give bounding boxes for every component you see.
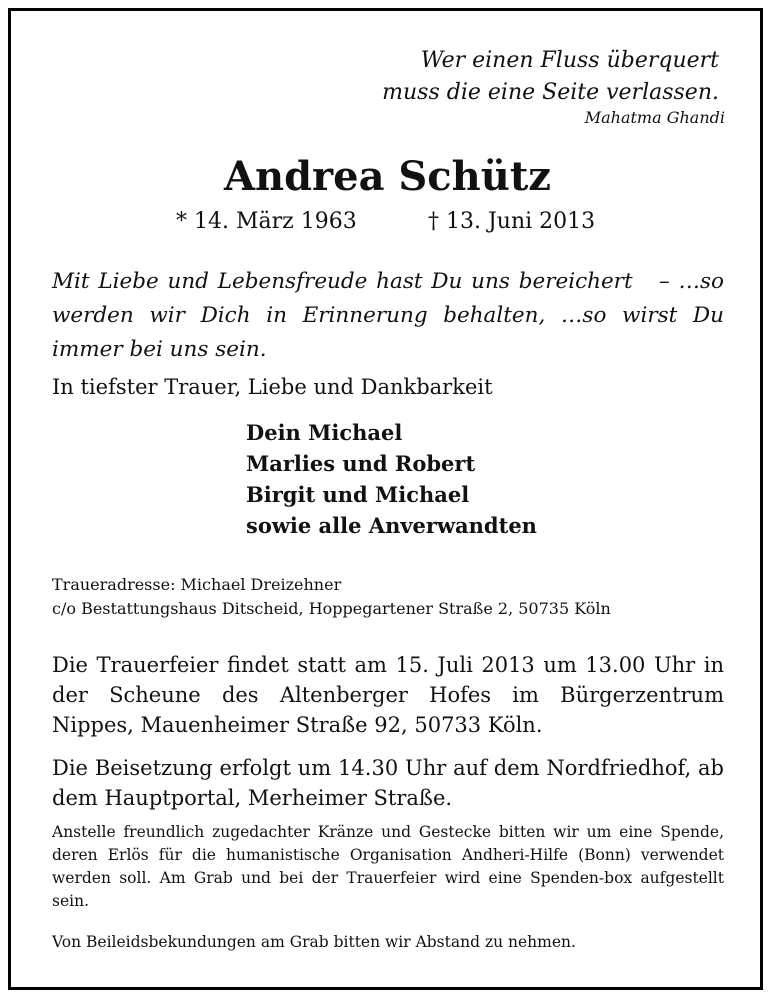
memorial-verse: Mit Liebe und Lebensfreude hast Du uns bereichert – …so werden wir Dich in Erinnerung behalten, …so wirst Du immer bei uns sein. (52, 269, 724, 362)
donation-info: Anstelle freundlich zugedachter Kränze und Gestecke bitten wir um eine Spende, deren Erlös für die humanistische Organisation Andheri-Hilfe (Bonn) verwendet werden soll. Am Grab und bei der Trauerfeier wird eine Spenden-box aufgestellt sein. (52, 823, 724, 910)
address-line-2: c/o Bestattungshaus Ditscheid, Hoppegartener Straße 2, 50735 Köln (52, 599, 611, 618)
mourner-name: Marlies und Robert (246, 451, 476, 476)
mourner-name: Dein Michael (246, 420, 403, 445)
mourner-name: Birgit und Michael (246, 482, 470, 507)
quote-author: Mahatma Ghandi (584, 108, 725, 127)
condolence-note: Von Beileidsbekundungen am Grab bitten wir Abstand zu nehmen. (52, 933, 576, 951)
death-date: † 13. Juni 2013 (428, 209, 596, 234)
birth-date: * 14. März 1963 (176, 209, 357, 234)
deceased-name: Andrea Schütz (223, 153, 552, 200)
burial-info: Die Beisetzung erfolgt um 14.30 Uhr auf dem Nordfriedhof, ab dem Hauptportal, Merheimer Straße. (52, 756, 724, 810)
quote-line-2: muss die eine Seite verlassen. (382, 80, 719, 105)
mourner-name: sowie alle Anverwandten (246, 513, 537, 538)
ceremony-info: Die Trauerfeier findet statt am 15. Juli 2013 um 13.00 Uhr in der Scheune des Altenberger Hofes im Bürgerzentrum Nippes, Mauenheimer Straße 92, 50733 Köln. (52, 653, 724, 737)
quote-line-1: Wer einen Fluss überquert (420, 48, 719, 73)
mourning-address (52, 573, 611, 621)
mourning-intro: In tiefster Trauer, Liebe und Dankbarkeit (52, 375, 493, 399)
address-line-1: Traueradresse: Michael Dreizehner (52, 575, 342, 594)
mourners-list (246, 417, 537, 541)
